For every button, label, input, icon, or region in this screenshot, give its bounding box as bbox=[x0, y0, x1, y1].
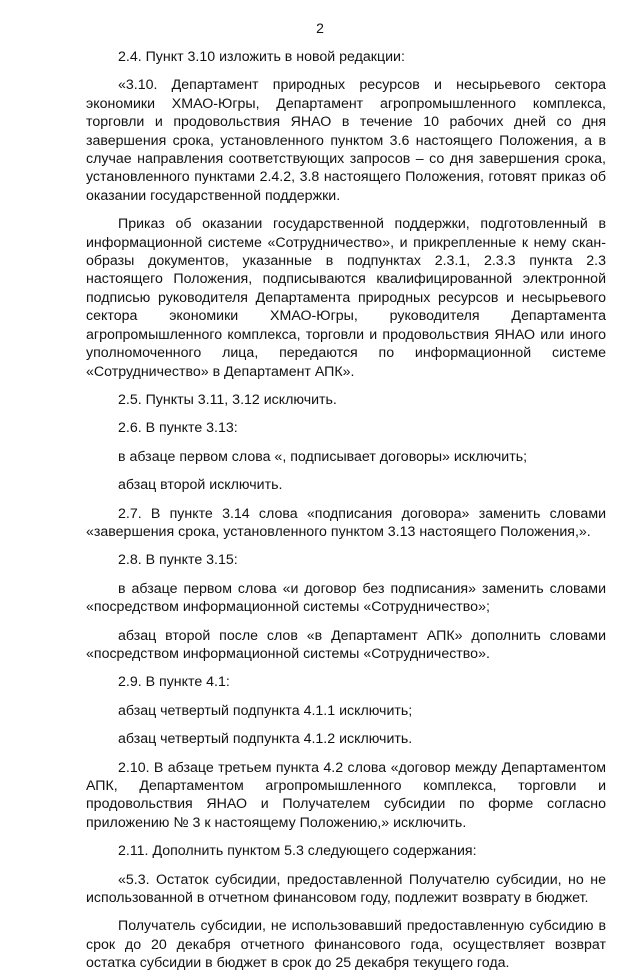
paragraph-5-3: «5.3. Остаток субсидии, предоставленной Получателю субсидии, но не использованной в отчетном финансовом году, подлежит возврату в бюджет. bbox=[86, 871, 606, 907]
paragraph-2-6-a: в абзаце первом слова «, подписывает договоры» исключить; bbox=[118, 448, 528, 465]
paragraph-2-9: 2.9. В пункте 4.1: bbox=[118, 674, 230, 691]
page-number: 2 bbox=[316, 20, 324, 36]
paragraph-2-6: 2.6. В пункте 3.13: bbox=[118, 420, 238, 437]
paragraph-2-6-b: абзац второй исключить. bbox=[118, 477, 283, 494]
paragraph-2-10: 2.10. В абзаце третьем пункта 4.2 слова «договор между Департаментом АПК, Департаментом агропромышленного комплекса, торговли и продовольствия ЯНАО и Получателем субсидии по форме согласно приложению № 3 к настоящему Положению,» исключить. bbox=[86, 759, 606, 831]
paragraph-2-7: 2.7. В пункте 3.14 слова «подписания договора» заменить словами «завершения срока, установленного пунктом 3.13 настоящего Положения,». bbox=[86, 505, 606, 540]
paragraph-2-4: 2.4. Пункт 3.10 изложить в новой редакции: bbox=[118, 49, 405, 65]
paragraph-order: Приказ об оказании государственной поддержки, подготовленный в информационной системе «Сотрудничество», и прикрепленные к нему скан-образы документов, указанные в подпунктах 2.3.1, 2.3.3 пункта 2.3 настоящего Положения, подписываются квалифицированной электронной подписью руководителя Департамента природных ресурсов и несырьевого сектора экономики ХМАО-Югры, руководителя Департамента агропромышленного комплекса, торговли и продовольствия ЯНАО или иного уполномоченного лица, передаются по информационной системе «Сотрудничество» в Департамент АПК». bbox=[86, 216, 606, 380]
paragraph-2-9-a: абзац четвертый подпункта 4.1.1 исключить; bbox=[118, 702, 413, 719]
paragraph-2-5: 2.5. Пункты 3.11, 3.12 исключить. bbox=[118, 391, 337, 408]
paragraph-3-10: «3.10. Департамент природных ресурсов и несырьевого сектора экономики ХМАО-Югры, Департамент агропромышленного комплекса, торговли и продовольствия ЯНАО в течение 10 рабочих дней со дня завершения срока, установленного пунктом 3.6 настоящего Положения, а в случае направления соответствующих запросов – со дня завершения срока, установленного пунктами 2.4.2, 3.8 настоящего Положения, готовят приказ об оказании государственной поддержки. bbox=[86, 77, 606, 204]
paragraph-2-11: 2.11. Дополнить пунктом 5.3 следующего содержания: bbox=[118, 843, 477, 860]
paragraph-2-8-a: в абзаце первом слова «и договор без подписания» заменить словами «посредством информационной системы «Сотрудничество»; bbox=[86, 580, 606, 616]
document-body bbox=[86, 48, 606, 973]
paragraph-2-8: 2.8. В пункте 3.15: bbox=[118, 552, 238, 569]
paragraph-2-9-b: абзац четвертый подпункта 4.1.2 исключить. bbox=[118, 731, 413, 748]
paragraph-5-3-b: Получатель субсидии, не использовавший предоставленную субсидию в срок до 20 декабря отчетного финансового года, осуществляет возврат остатка субсидии в бюджет в срок до 25 декабря текущего года. bbox=[86, 918, 606, 972]
paragraph-2-8-b: абзац второй после слов «в Департамент АПК» дополнить словами «посредством информационной системы «Сотрудничество». bbox=[86, 627, 606, 662]
